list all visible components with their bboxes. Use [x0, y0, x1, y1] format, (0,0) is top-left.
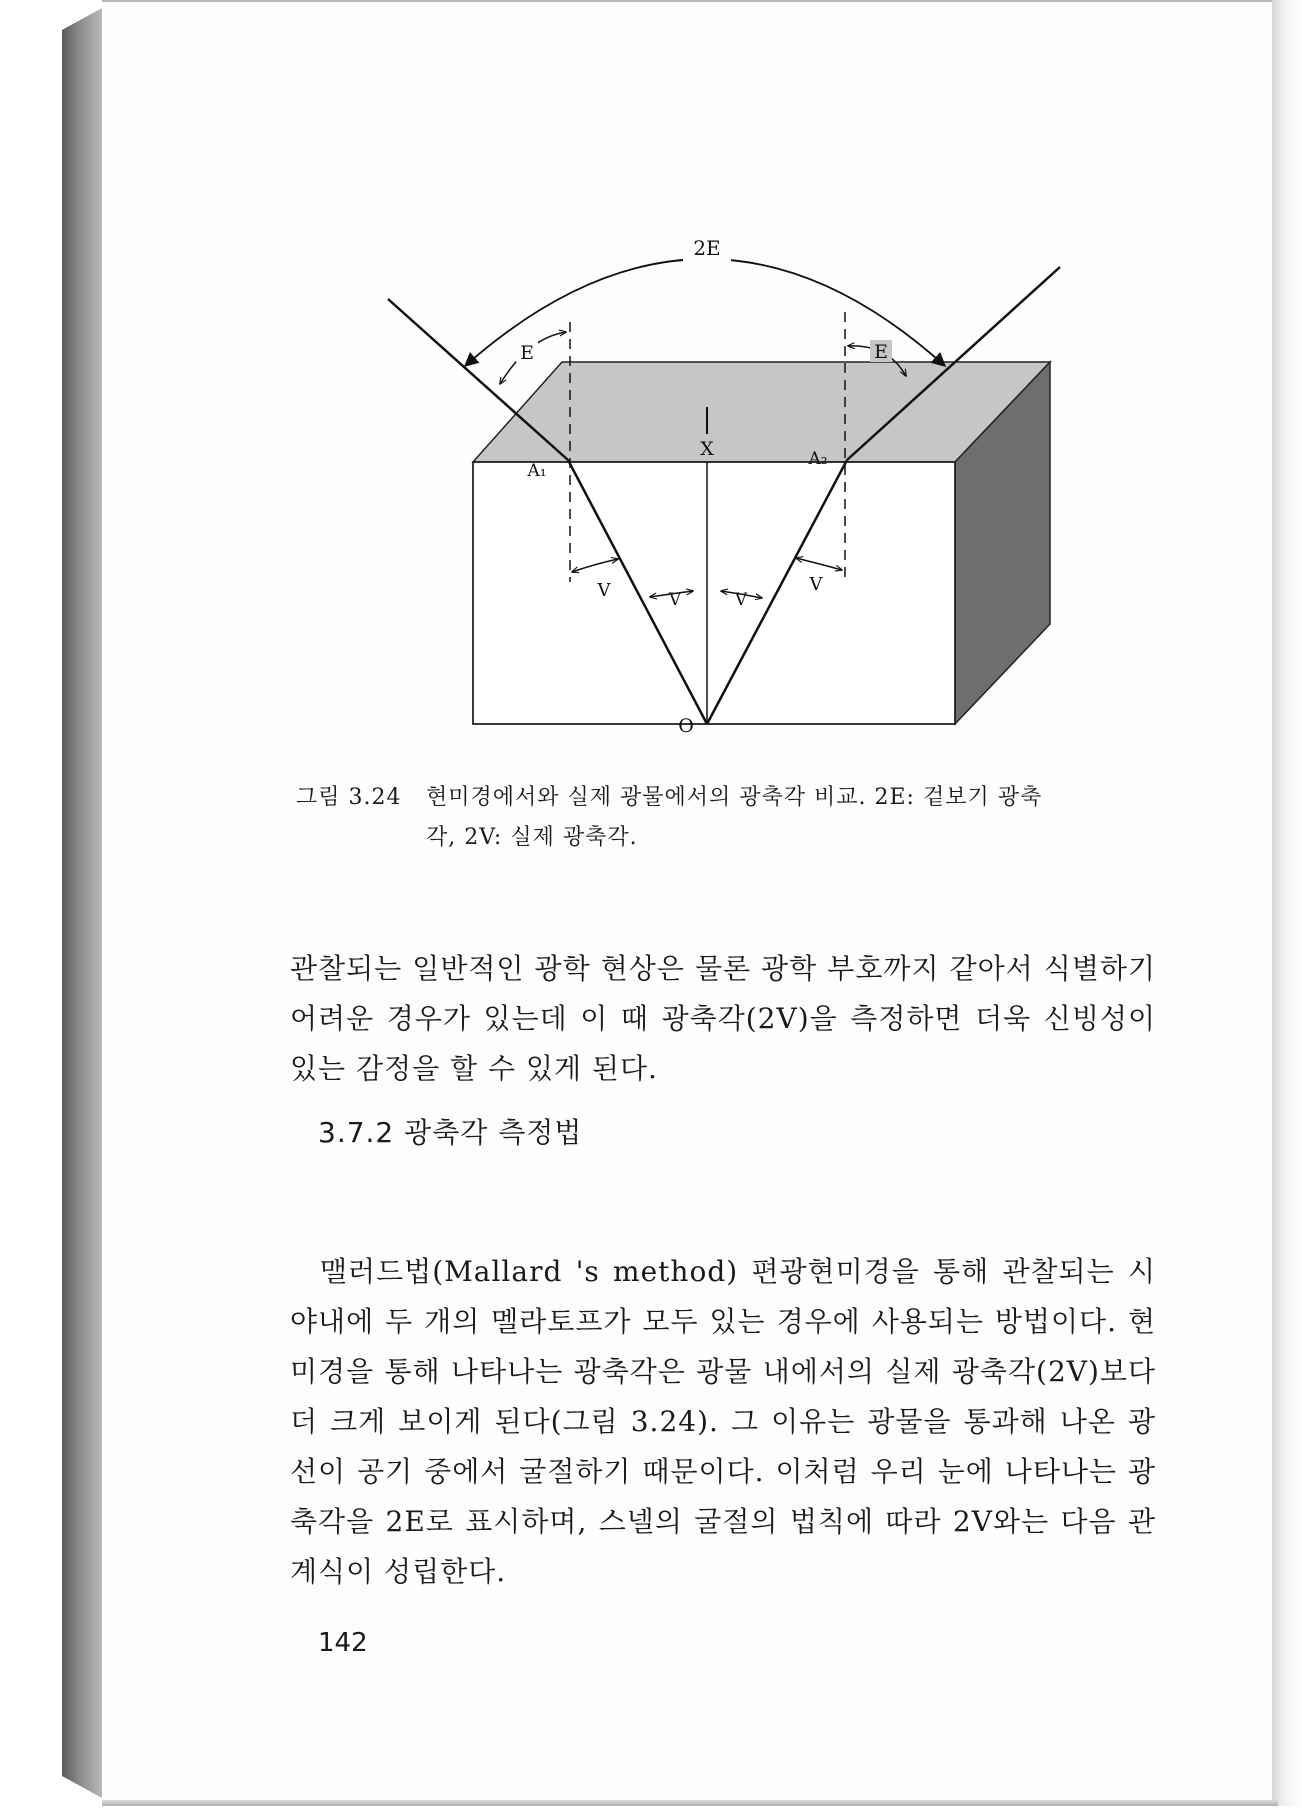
ray-left-air	[388, 299, 568, 460]
label-v4: V	[809, 574, 823, 595]
block-front-face	[473, 462, 955, 724]
body-paragraph-1: 관찰되는 일반적인 광학 현상은 물론 광학 부호까지 같아서 식별하기 어려운 경우가 있는데 이 때 광축각(2V)을 측정하면 더욱 신빙성이 있는 감정을 할 수 있게 된다.	[290, 952, 1156, 1085]
label-v3: V	[734, 590, 748, 610]
page-bottom-edge	[102, 1800, 1278, 1806]
label-x: X	[700, 438, 714, 460]
figure-caption	[296, 778, 1156, 858]
label-e-right: E	[874, 341, 888, 363]
label-v1: V	[597, 580, 611, 601]
caption-number: 그림 3.24	[296, 785, 402, 810]
section-heading: 3.7.2 광축각 측정법	[318, 1116, 583, 1149]
label-a2: A₂	[808, 449, 828, 469]
body-paragraph-2	[290, 1247, 1156, 1597]
label-2e: 2E	[693, 236, 721, 260]
page-number: 142	[318, 1628, 368, 1658]
block-top-face	[473, 362, 1050, 462]
caption-line-1: 현미경에서와 실제 광물에서의 광축각 비교. 2E: 겉보기 광축	[426, 785, 1043, 810]
label-o: O	[678, 715, 694, 737]
page-edge-shadow	[1272, 0, 1302, 1806]
label-v2: V	[668, 590, 682, 610]
book-spine	[62, 8, 102, 1798]
body-paragraph-2-text: 맬러드법(Mallard 's method) 편광현미경을 통해 관찰되는 시야내에 두 개의 멜라토프가 모두 있는 경우에 사용되는 방법이다. 현미경을 통해 나타나는 광축각은 광물 내에서의 실제 광축각(2V)보다 더 크게 보이게 된다(그림 3.24). 그 이유는 광물을 통과해 나온 광선이 공기 중에서 굴절하기 때문이다. 이처럼 우리 눈에 나타나는 광축각을 2E로 표시하며, 스넬의 굴절의 법칙에 따라 2V와는 다음 관계식이 성립한다.	[290, 1255, 1156, 1588]
label-a1: A₁	[527, 461, 547, 481]
caption-line-2: 각, 2V: 실제 광축각.	[426, 825, 638, 850]
optic-axis-figure	[370, 222, 1070, 742]
label-e-left: E	[520, 342, 534, 364]
